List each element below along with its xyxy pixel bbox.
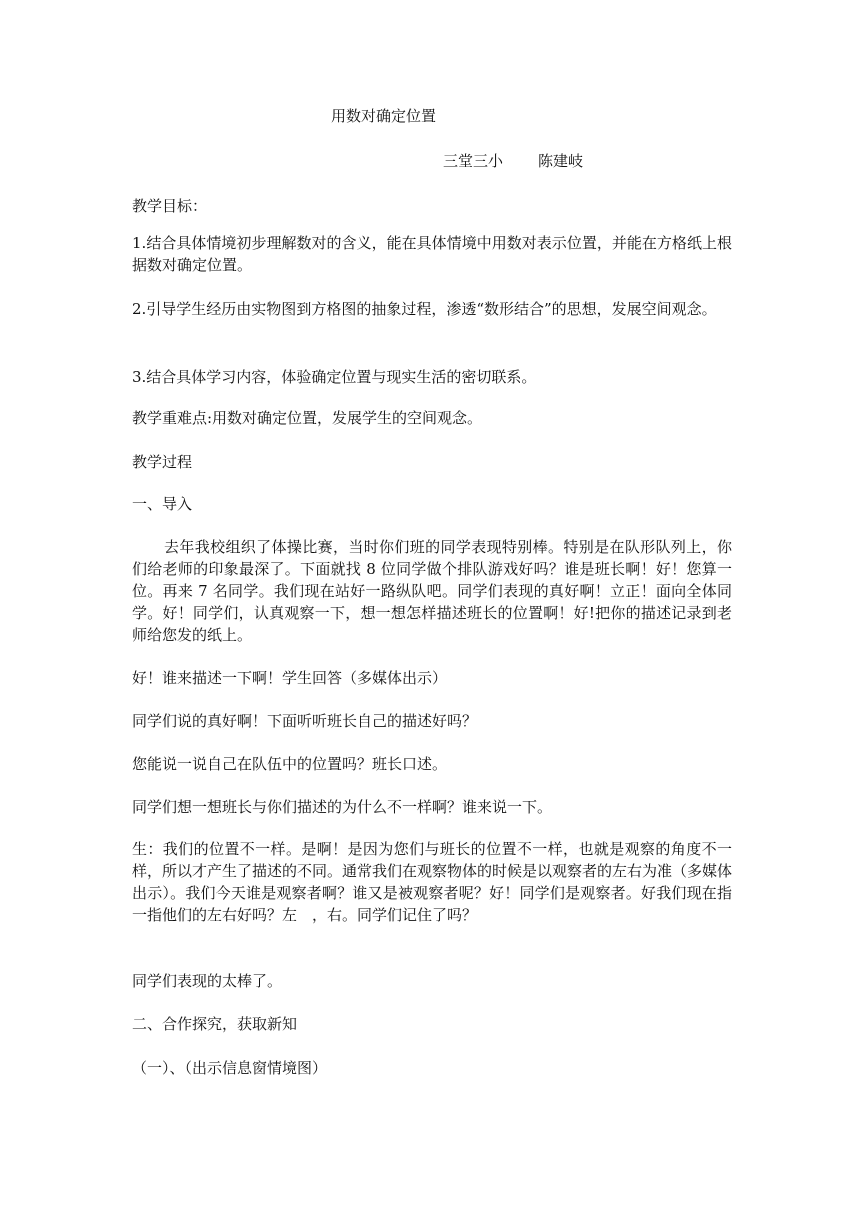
line-describe: 好！谁来描述一下啊！学生回答（多媒体出示） [132, 669, 448, 687]
subsection-1-heading: （一）、（出示信息窗情境图） [132, 1059, 328, 1077]
section-1-heading: 一、导入 [132, 495, 193, 513]
student-paragraph: 生：我们的位置不一样。是啊！是因为您们与班长的位置不一样，也就是观察的角度不一样，所以才产生了描述的不同。通常我们在观察物体的时候是以观察者的左右为准（多媒体出示）。我们今天谁是观察者啊？谁又是被观察者呢？好！同学们是观察者。好我们现在指一指他们的左右好吗？左 ，右。同学们记住了吗？ [132, 840, 733, 924]
author-name: 陈建岐 [538, 152, 584, 170]
line-praise: 同学们表现的太棒了。 [132, 972, 283, 990]
goals-heading: 教学目标： [132, 197, 208, 215]
intro-paragraph: 去年我校组织了体操比赛，当时你们班的同学表现特别棒。特别是在队形队列上，你们给老师的印象最深了。下面就找 8 位同学做个排队游戏好吗？谁是班长啊！好！您算一位。再来 7 名同学。我们现在站好一路纵队吧。同学们表现的真好啊！立正！面向全体同学。好！同学们，认真观察一下，想一想怎样描述班长的位置啊！好!把你的描述记录到老师给您发的纸上。 [132, 538, 732, 644]
goal-item-2: 2.引导学生经历由实物图到方格图的抽象过程，渗透“数形结合”的思想，发展空间观念。 [132, 300, 717, 318]
process-heading: 教学过程 [132, 453, 193, 471]
line-why: 同学们想一想班长与你们描述的为什么不一样啊？谁来说一下。 [132, 798, 553, 816]
goal-item-3: 3.结合具体学习内容，体验确定位置与现实生活的密切联系。 [132, 368, 537, 386]
document-title: 用数对确定位置 [331, 107, 437, 125]
author-school: 三堂三小 [443, 152, 504, 170]
section-2-heading: 二、合作探究，获取新知 [132, 1015, 298, 1033]
line-monitor: 您能说一说自己在队伍中的位置吗？班长口述。 [132, 755, 448, 773]
line-listen: 同学们说的真好啊！下面听听班长自己的描述好吗？ [132, 712, 478, 730]
key-points: 教学重难点:用数对确定位置，发展学生的空间观念。 [132, 409, 483, 427]
goal-item-1: 1.结合具体情境初步理解数对的含义，能在具体情境中用数对表示位置，并能在方格纸上根据数对确定位置。 [132, 234, 732, 274]
